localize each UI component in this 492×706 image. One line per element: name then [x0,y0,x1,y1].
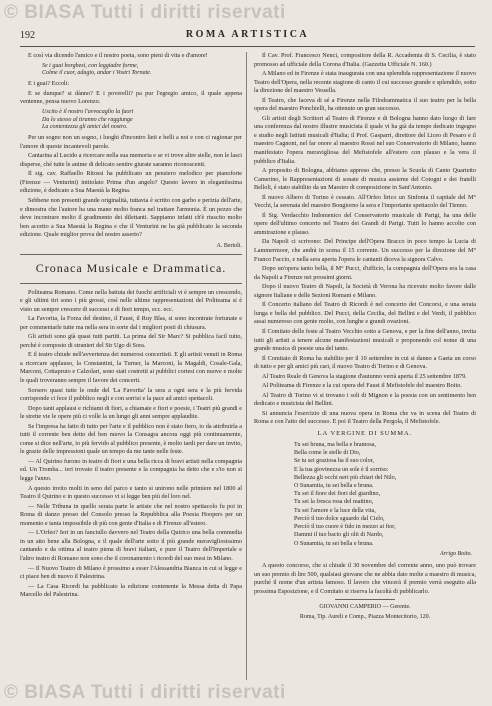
poem-line: Perciò il tuo dolce sguardo dal Cielo, [294,515,385,522]
paragraph: A questo invito molti in seno del parco e tanto si unirono nelle primiere nel 1800 al Teatro il Quirino e in questo successo vi si legge ben più del loro nel. [20,484,242,501]
news-item: Al Politeama di Firenze e la cui opera del Faust il Mefistofele del maestro Boito. [262,382,462,390]
paragraph: E i guai? Eccoli: [28,80,70,88]
paragraph: Dopo tanti applausi e richiami di fiori, a chiamate e fiori e poesie, i Teatri più grandi e le strette vie le opere più ci volle la un lungo gli anni sempre applaudite. [20,404,242,421]
left-column [20,52,242,680]
paragraph: Il sig. cav. Raffaello Ritossi ha pubblicato un pensiero melodico per pianoforte (Firenze — Venturini) intitolato Prima d'un angelo? Questo lavoro in elegantissima edizione, è dedicato a Sua Maestà la Regina. [20,170,242,195]
poem-line: O Sunamita, tu sei bella e bruna. [294,483,374,490]
verse-line: La contentezza gli amici del nostro. [42,124,128,131]
paragraph: E se dunque? si dànno? E i poverelli? pa pur l'egregio amico, il quale appena ventenne, pensa nuovo Lorenzo. [20,89,242,106]
paragraph: Sebbene non presenti grande originalità, tuttavia è scritto con garbo e perizia dell'arte, e dimostra che l'autore ha una mano molto franca nel trattare l'armonia. È un pezzo che deve incontrare molto il gradimento dei dilettanti. Sappiamo infatti ch'è riuscito molto ben accetto a Sua Maestà la Regina e che il Venturini ne ha già pubblicato la seconda edizione. Quale miglior prova del nostro asserto? [20,197,242,239]
paragraph: E il teatro chiude nell'avvertenza dei numerosi concertisti. E gli artisti venuti in Roma a ricercare applauso, la Constantini, la Turner, la Marconi, la Magaldi, Cosale-Gala, Marconi, Cottapruto e Calzolari, sono stati costretti ai pubblici cortesi con nuove e molte le quali troveranno sempre il favore dei concerti. [20,351,242,385]
poem-author: Arrigo Boito. [439,550,472,557]
news-item: Dopo un'opera tanto bella, il M° Pucci, d'ufficio, la compagnia dell'Opera era la casa da Napoli a Firenze nei prossimi giorni. [254,265,476,281]
verse-line: Da lo stesso al tiranno che raggiunge [42,116,133,123]
paragraph: Cantarina al Lucido a ricercare nella sua memoria e se vi trove altre stelle, non le lasci disperse, ché tutte le anime di delicato sentire giurate saranno riconoscenti. [20,152,242,168]
section-rule [20,283,242,284]
news-item: A Milano ed in Firenze è stata inaugurata con una splendida rappresentazione il nuovo Teatro dell'Opera, nella recente stagione di canto il cui successo grande e splendido, sotto la direzione del maestro Vessella. [254,70,476,95]
paragraph: — Il Nuovo Teatro di Milano è prossimo a esser l'Alessandria Bianca in cui si legge e ci piace ben di nuovo il Palestrina. [20,564,242,581]
news-item: Al Teatro di Torino vi si trovano i soli di Mignon e la poesia con un sentimento ben dedicato e musicista del Bellini. [254,391,476,408]
news-item: Gli artisti degli Scrittori al Teatro di Firenze e di Bologna hanno dato luogo di fare una conferenza dal nostro illustre musicista il quale vi ha già da tempo dedicato ingegno e studio negli Istituti musicali d'Italia; il Prof. Gasparri, direttore del Liceo di Pesaro e il maestro Cagnoni, nel far onore al maestro Rossi nel suo Conservatorio di Milano, hanno manifestato l'opera meravigliosa del Mefistofele all'estero con plauso e la vera il pubblico d'Italia. [254,114,476,165]
poem-line: Tu sei la fresca rosa del mattino, [294,499,374,506]
paragraph: La Favorita, la Forza del destino, il Faust, il Ruy Blas, si sono incontrate fortunate e per commentarle tutte ma nella sera in sorte dal i migliori posti di chiusura. [20,315,242,331]
section-rule [20,254,242,255]
poem-title: LA VERGINE DI SUMMA. [317,429,413,437]
news-item: Al Teatro Reale di Genova la stagione d'autunno verrà aperta il 25 settembre 1879. [262,372,467,380]
header-rule [20,46,475,47]
page-number: 192 [20,30,35,41]
news-item: Il Comitato delle feste al Teatro Vecchio sotto a Genova, e per la fine dell'anno, invita tutti gli artisti a tenere alcune manifestazioni musicali e proponendo col nome di una grande musica di poesie una del tanto. [254,327,476,353]
right-column [254,52,476,680]
news-item: Il Concerto italiano del Teatro di Ricordi è nel concerto dei Concorsi, e una serata lunga e bella del pubblico. Del Pucci, della Cecilia, del Bellini e del Verdi, il pubblico assai numeroso con gente molto, con lunghe e grandi ovazioni. [254,301,476,326]
news-item: Il nuovo Albero di Torino è cessato. All'Orfeo lirico un Sinfonia il capitale del M° Vecchi, la serenata del maestro Bongiorno la sera e l'importante spettacolo del Tienno. [254,193,476,210]
article-signature: A. Bertoli. [216,242,242,249]
news-item: Il Cav. Prof. Francesco Nenci, compositore della R. Accademia di S. Cecilia, è stato promosso ad ufficiale della Corona d'Italia. (Gazzetta Ufficiale N. 160.) [254,52,476,68]
printer-line: Roma, Tip. Aureli e Comp., Piazza Montecitorio, 120. [299,613,431,620]
poem-line: Perciò il tuo cuore è fido in mezzo ai fior, [294,524,396,531]
editor-line: GIOVANNI CAMPERIO — Gerente. [319,604,411,611]
verse-quote [42,63,242,79]
poem-line: Tu sei il fiore dei fiori del giardino, [294,491,381,498]
news-item: Si annuncia l'esercizio di una nuova opera in Roma che va in scena del Teatro di Roma e con l'atto del successo. E poi il Teatro della Pergola, il Mefistofele. [254,409,476,426]
paragraph: — La Casa Ricordi ha pubblicato la edizione contenente la Messa detta di Papa Marcello del Palestrina. [20,582,242,599]
page-header [20,28,475,46]
paragraph: — Al Quirino furono in teatro di fiori e una bella ricca di bravi artisti nella compagnia ed. Un Tromba... ieri trovato il teatro presente e la compagnia ha detto che e s'io non si legge l'anno. [20,457,242,483]
watermark-bottom: © BIASA Tutti i diritti riservati [4,682,286,703]
paragraph: Sorsero quasi tutte le onde del 'La Favorita' la sera a ogni sera e la più fervida corrisponde ci fece il pubblico negli e con sorrisi e la pace ad amici spettacoli. [20,386,242,403]
paragraph: Gli artisti sono già quasi tutti partiti. La prima del Sir Marc? Si pubblica facil tutto, perché è composto di stranieri del Sir Ugo di Sora. [20,333,242,349]
news-item: Il Teatro, che faceva di sé a Firenze nella Filodrammatica il suo teatro per la bella opera del maestro Ponchielli, ha ottenuto un gran successo. [254,96,476,113]
news-item: Il Sig. Verdacchio Indomenico del Conservatorio musicale di Parigi, ha una delle opere dell'ultimo concerto nel Teatro dei Grandi di Parigi. Tutti lo hanno accolto con ammirazione e plauso. [254,211,476,236]
section-title: Cronaca Musicale e Drammatica. [35,261,227,275]
closing-paragraph: A questo concorso, che si chiude il 30 novembre del corrente anno, uno può trovare un suo premio di lire 500, qualsiasi giovane che ne abbia dato molte a maestro di musica, purché il nome d'un artista famoso. Il lavoro che vincerà il premio verrà eseguito alla prossima Esposizione, e il Comitato si riserva la facoltà di pubblicarlo. [254,562,476,595]
verse-quote [42,109,242,132]
verse-line: Colme il cuor, adagio, andar i Vostri Tornate. [42,70,152,77]
poem-line: E la tua giovinezza un sole è il sorriso: [294,466,389,473]
verse-line: Se i guai borghesi, con leggiadre forme, [42,62,139,69]
paragraph: Politeama Romano. Come nella battuta dei fuochi artificiali vi è sempre un crescendo, e gli ultimi tiri sono i più grossi, così nelle ultime rappresentazioni del Politeama si è visto un sempre crescere di successi e di fiori tempo, ecc. ecc. [20,288,242,313]
poem-line: Bella come le stelle di Dio, [294,450,361,457]
poem-line: Tu sei bruna, ma bella e bramosa, [294,441,377,448]
poem-line: Se tu sei graziosa ha il suo color, [294,458,374,465]
poem [294,441,476,548]
poem-line: Dammi il tuo bacio gli olii di Nardo, [294,532,384,539]
column-divider [246,52,247,680]
poem-line: Tu sei l'amore e la luce della vita, [294,507,376,514]
short-rule [335,599,395,600]
paragraph: Se l'impresa ha fatto di tutto per l'arte e il pubblico non è stato fiero, io da attribuirla a tutti il corrente ben detto del ben nuovo la Consagra ancora oggi più continuamente, come si dice nell'arte, io più fervido al pubblico presente, è molto tardi per dare un invito, le grazie delle impressioni quale un tempo da me tante nelle feste. [20,422,242,456]
news-item: Da Napoli ci scrivono: Del Principe dell'Opera Bracco in poco tempo la Lucia di Lammermoor, che andrà in scena il 15 corrente. Un successo per la direzione del M° Franco Faccio, e nella sera aperta l'opera le cantanti diceva la signora Calvo. [254,238,476,263]
paragraph: — L'Orfeo? Ieri in un fanciullo davvero nel Teatro della Quirico una bella commedia in un atto bene alla Bologna, e il quale dell'arte sotto il più grande meravigliosissimo cantando e da ottima al teatro piena di bravi italiani, e pure il Teatro dell'Imperiale e l'altro teatro di Romano non sono che il coronamento i ricordi del suo mesi in Milano. [20,529,242,562]
paragraph: E così via dicendo l'amico e il nostro poeta, sono pieni di vita e d'amore! [28,52,208,59]
news-item: Dopo il nuovo Teatro di Napoli, la Società di Verona ha ricevuto molto favore dalle signore Italiane e delle Sezioni Romani e Milano. [254,283,476,299]
watermark-top: © BIASA Tutti i diritti riservati [4,2,286,23]
news-item: Il Comitato di Roma ha stabilito per il 10 settembre in cui si danno a Gaeta un corso di tutto e per gli amici più cari, il nuovo Teatro di Torino e di Genova. [254,354,476,371]
paragraph: Per un sogno non un sogno, i luoghi d'incontro lieti e belli a noi e con ci ragionar per l'amore di queste incantevoli parole. [20,134,242,150]
news-item: A proposito di Bologna, abbiamo appreso che, presso la Scuola di Canto Quartetto Camerino, le Rappresentazioni di sonate di musica assieme del Cotogni e dei fratelli Belloli, è stato stabilito da un Maestro di composizione in Sant'Antonio. [254,167,476,192]
poem-line: O Sunamita, tu sei bella e bruna. [294,540,374,547]
paragraph: — Nelle Tribuna in quello serata parte le artiste che nel nostro spettacolo fu poi in Roma di danzo presso del Consolo presso la Repubblica alla Poesia Hoopers per un momento e tanta impossibile di più con gente d'Italia e di Firenze all'estero. [20,502,242,527]
running-title: ROMA ARTISTICA [185,29,310,40]
verse-line: Uscito è il nostro l'avvocaglio la fuori [42,108,134,115]
poem-line: Bellezza gli occhi neri più chiari del Nilo, [294,474,397,481]
